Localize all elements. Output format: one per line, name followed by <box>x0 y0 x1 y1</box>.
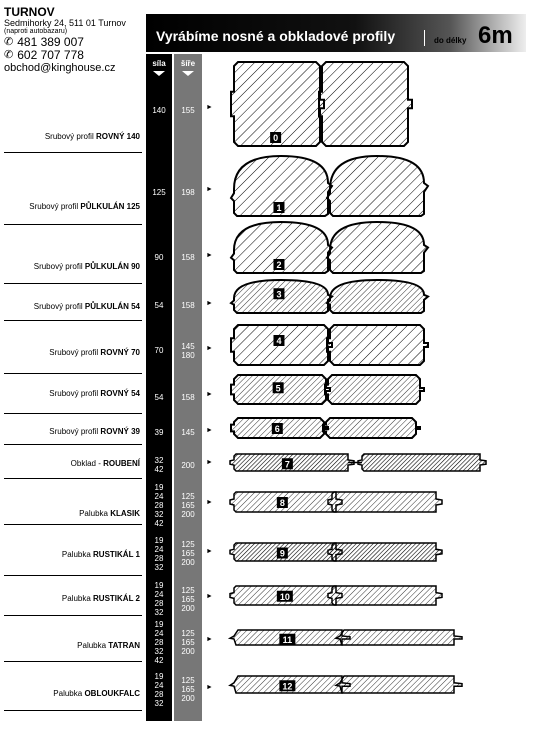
profile-board <box>328 492 442 512</box>
row-label-name: ROVNÝ 39 <box>100 427 140 436</box>
profile-board <box>327 156 428 216</box>
address: Sedmihorky 24, 511 01 Turnov <box>4 18 126 28</box>
row-label-prefix: Palubka <box>61 594 94 603</box>
profile-board <box>327 222 428 273</box>
row-label-name: KLASIK <box>110 509 140 518</box>
row-pointer-icon: ► <box>206 459 213 466</box>
row-thickness: 125 <box>152 187 166 197</box>
profile-number: 3 <box>276 289 282 300</box>
profile-number: 2 <box>276 260 282 270</box>
row-thickness: 19 24 28 32 42 <box>154 619 164 665</box>
row-pointer-icon: ► <box>206 251 213 259</box>
row-width: 155 <box>181 105 195 115</box>
phone-icon: ✆ <box>4 36 14 48</box>
row-pointer-icon: ► <box>206 299 213 307</box>
profile-number: 9 <box>279 548 285 559</box>
row-pointer-icon: ► <box>206 683 213 691</box>
row-thickness: 39 <box>154 428 164 437</box>
row-label-name: TATRAN <box>108 641 140 650</box>
row-pointer-icon: ► <box>206 547 213 555</box>
row-label-prefix: Srubový profil <box>49 427 101 436</box>
row-width: 145 180 <box>181 341 195 360</box>
row-pointer-icon: ► <box>206 104 213 111</box>
phone-2-number: 602 707 778 <box>17 48 84 62</box>
profile-board <box>328 543 442 561</box>
row-label-prefix: Palubka <box>77 641 109 650</box>
row-label-prefix: Srubový profil <box>44 132 96 141</box>
row-label-prefix: Palubka <box>61 550 94 559</box>
address-note: (naproti autobazaru) <box>4 28 68 35</box>
profile-number: 8 <box>279 498 285 508</box>
row-label-name: OBLOUKFALC <box>84 689 140 698</box>
profile-number: 7 <box>284 459 290 470</box>
row-label-name: ROVNÝ 140 <box>95 132 140 141</box>
profile-board <box>325 375 424 404</box>
profile-board <box>328 586 442 605</box>
profile-number: 6 <box>274 424 280 434</box>
row-label-name: PŮLKULÁN 125 <box>80 202 140 211</box>
profile-number: 11 <box>282 634 293 645</box>
row-thickness: 140 <box>152 105 166 115</box>
email-link[interactable]: obchod@kinghouse.cz <box>4 62 116 74</box>
row-width: 125 165 200 <box>181 585 195 613</box>
profile-number: 10 <box>279 591 290 602</box>
profile-number: 12 <box>282 681 293 692</box>
row-label-prefix: Srubový profil <box>49 389 101 398</box>
profile-number: 0 <box>273 133 279 143</box>
row-label-name: RUSTIKÁL 1 <box>93 550 140 559</box>
row-label-name: PŮLKULÁN 90 <box>84 262 140 271</box>
row-label-name: PŮLKULÁN 54 <box>84 302 140 311</box>
thickness-header: síla <box>152 59 166 68</box>
banner-upto: do délky <box>434 36 467 45</box>
width-header: šíře <box>180 59 196 68</box>
banner-title: Vyrábíme nosné a obkladové profily <box>156 28 396 44</box>
row-thickness: 19 24 28 32 <box>154 535 164 572</box>
row-label-prefix: Srubový profil <box>29 202 81 211</box>
profile-board <box>323 418 420 438</box>
profile-board <box>327 280 428 313</box>
profile-board <box>336 676 462 693</box>
row-thickness: 54 <box>154 301 164 310</box>
phone-1-number: 481 389 007 <box>17 35 84 49</box>
row-pointer-icon: ► <box>206 186 213 193</box>
row-width: 125 165 200 <box>181 628 195 656</box>
row-label-prefix: Srubový profil <box>33 302 85 311</box>
row-thickness: 70 <box>154 346 164 355</box>
row-pointer-icon: ► <box>206 391 213 398</box>
row-label-name: ROVNÝ 70 <box>100 348 140 357</box>
row-width: 125 165 200 <box>181 676 195 703</box>
row-pointer-icon: ► <box>206 499 213 506</box>
row-pointer-icon: ► <box>206 426 213 434</box>
row-thickness: 19 24 28 32 <box>154 581 164 617</box>
row-width: 200 <box>181 460 195 470</box>
row-pointer-icon: ► <box>206 593 213 600</box>
row-width: 125 165 200 <box>181 540 195 567</box>
row-thickness: 54 <box>154 392 164 402</box>
profile-number: 4 <box>276 336 282 346</box>
row-width: 198 <box>181 187 195 197</box>
phone-icon: ✆ <box>4 49 14 61</box>
row-label-name: RUSTIKÁL 2 <box>93 594 140 603</box>
profile-number: 5 <box>275 383 281 394</box>
row-label-prefix: Srubový profil <box>33 262 85 271</box>
row-label-prefix: Obklad - <box>70 459 104 468</box>
row-thickness: 19 24 28 32 <box>154 671 164 708</box>
city-name: TURNOV <box>4 5 55 19</box>
profile-board <box>336 630 462 645</box>
profile-board <box>327 325 428 365</box>
row-label-name: ROUBENÍ <box>103 459 140 468</box>
profile-board <box>319 62 412 146</box>
profile-number: 1 <box>276 203 282 213</box>
row-thickness: 90 <box>154 253 164 262</box>
row-thickness: 32 42 <box>154 456 164 474</box>
profile-board <box>358 454 486 471</box>
row-pointer-icon: ► <box>206 636 213 643</box>
row-width: 158 <box>181 392 195 402</box>
row-pointer-icon: ► <box>206 344 213 352</box>
row-label-prefix: Palubka <box>79 509 111 518</box>
row-thickness: 19 24 28 32 42 <box>154 482 164 528</box>
row-width: 145 <box>181 428 195 437</box>
row-width: 158 <box>181 253 195 262</box>
row-label-prefix: Srubový profil <box>49 348 101 357</box>
row-label-prefix: Palubka <box>53 689 85 698</box>
row-label-name: ROVNÝ 54 <box>100 389 140 398</box>
banner-length: 6m <box>478 22 513 49</box>
row-width: 158 <box>181 301 195 310</box>
row-width: 125 165 200 <box>181 491 195 519</box>
